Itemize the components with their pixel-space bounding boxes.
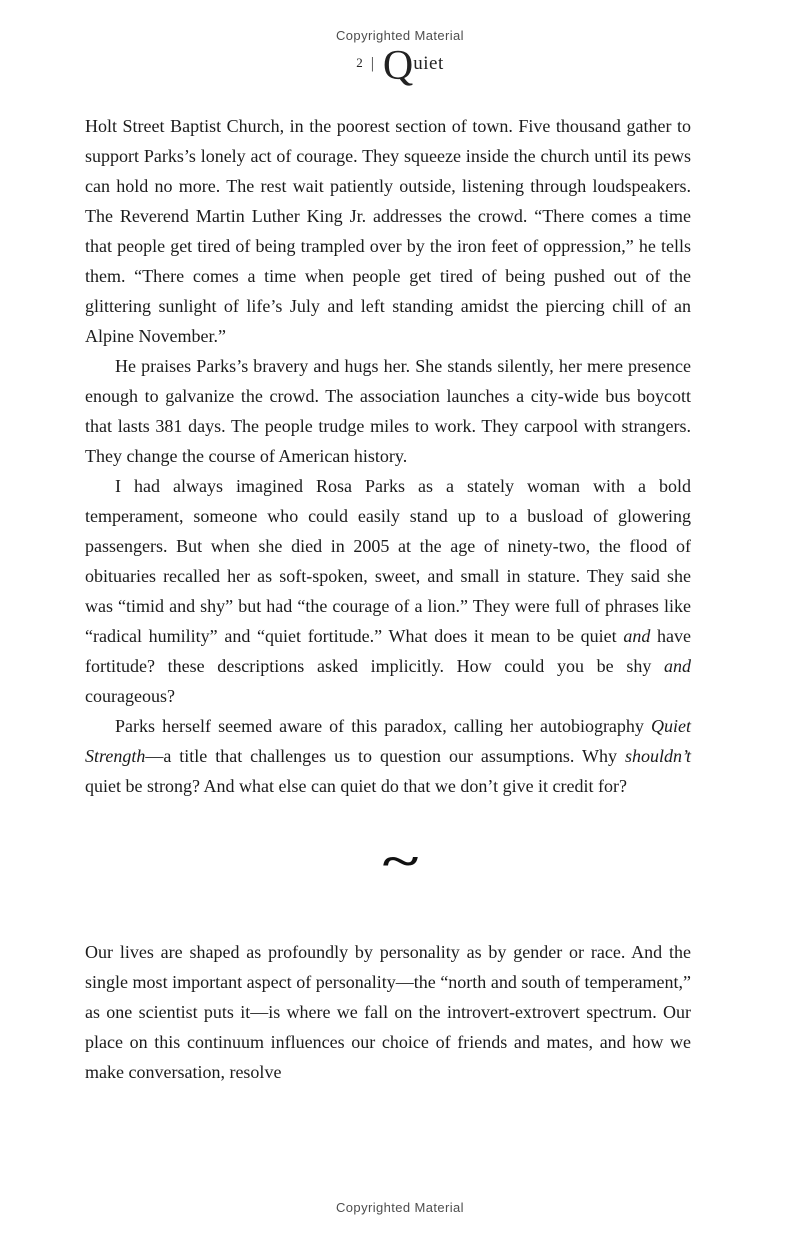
italic-text-run: Quiet Strength — [85, 716, 691, 766]
paragraph — [85, 351, 691, 471]
body-text-part-2 — [85, 937, 691, 1087]
text-run: Holt Street Baptist Church, in the poorest section of town. Five thousand gather to support Parks’s lonely act of courage. They squeeze inside the church until its pews can hold no more. The rest wait patiently outside, listening through loudspeakers. The Reverend Martin Luther King Jr. addresses the crowd. “There comes a time that people get tired of being trampled over by the iron feet of oppression,” he tells them. “There comes a time when people get tired of being pushed out of the glittering sunlight of life’s July and left standing amidst the piercing chill of an Alpine November.” — [85, 116, 691, 346]
text-run: —a title that challenges us to question our assumptions. Why — [145, 746, 625, 766]
italic-text-run: shouldn’t — [624, 746, 691, 766]
book-title-initial: Q — [382, 43, 414, 89]
copyright-notice-top: Copyrighted Material — [336, 28, 464, 43]
running-head — [0, 45, 800, 99]
text-run: Parks herself seemed aware of this paradox, calling her autobiography — [115, 716, 651, 736]
book-title-rest: uiet — [413, 53, 444, 74]
page-number: 2 — [356, 55, 364, 70]
paragraph — [85, 711, 691, 801]
body-text-part-1 — [85, 111, 691, 801]
text-run: quiet be strong? And what else can quiet do that we don’t give it credit for? — [85, 776, 628, 796]
text-run: He praises Parks’s bravery and hugs her. She stands silently, her mere presence enough to galvanize the crowd. The association launches a city-wide bus boycott that lasts 381 days. The people trudge miles to work. They carpool with strangers. They change the course of American history. — [85, 356, 691, 466]
text-run: I had always imagined Rosa Parks as a stately woman with a bold temperament, someone who could easily stand up to a busload of glowering passengers. But when she died in 2005 at the age of ninety-two, the flood of obituaries recalled her as soft-spoken, sweet, and small in stature. They said she was “timid and shy” but had “the courage of a lion.” They were full of phrases like “radical humility” and “quiet fortitude.” What does it mean to be quiet — [85, 476, 691, 646]
text-run: courageous? — [85, 686, 175, 706]
book-title — [382, 43, 444, 89]
italic-text-run: and — [623, 626, 651, 646]
section-break — [0, 837, 800, 887]
paragraph — [85, 937, 691, 1087]
section-break-tilde-ornament: ~ — [382, 837, 418, 886]
paragraph — [85, 111, 691, 351]
copyright-notice-bottom: Copyrighted Material — [336, 1200, 464, 1215]
text-run: Our lives are shaped as profoundly by personality as by gender or race. And the single most important aspect of personality—the “north and south of temperament,” as one scientist puts it—is where we fall on the introvert-extrovert spectrum. Our place on this continuum influences our choice of friends and mates, and how we make conversation, resolve — [85, 942, 691, 1082]
text-run: have fortitude? these descriptions asked implicitly. How could you be shy — [85, 626, 692, 676]
paragraph — [85, 471, 691, 711]
italic-text-run: and — [664, 656, 691, 676]
header-separator: | — [370, 55, 374, 72]
